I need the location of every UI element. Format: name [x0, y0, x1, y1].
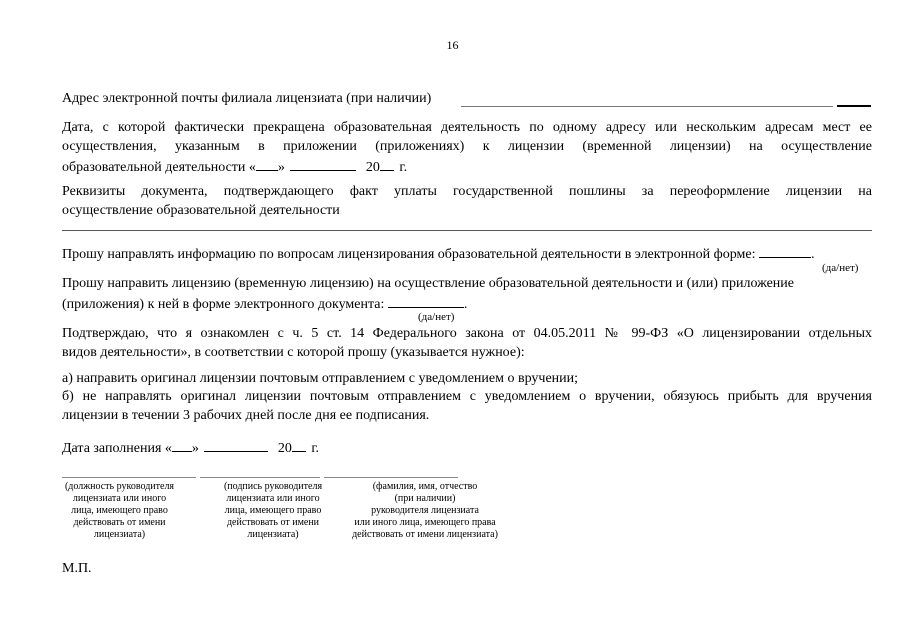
option-b-line-1: б) не направлять оригинал лицензии почтовым отправлением с уведомлением о вручении, обязуюсь прибыть для вручения — [62, 389, 872, 404]
caption-line: (должность руководителя — [64, 481, 175, 492]
page-number: 16 — [446, 38, 459, 52]
termination-year-field[interactable] — [380, 156, 394, 171]
termination-year-suffix: г. — [399, 160, 408, 175]
electronic-license-line-1: Прошу направить лицензию (временную лицензию) на осуществление образовательной деятельности и (или) приложение — [62, 276, 794, 291]
electronic-info-yes-no-field[interactable] — [759, 243, 811, 258]
position-signature-line[interactable] — [62, 477, 196, 478]
caption-line: лицензиата) — [247, 529, 299, 540]
fill-date-month-field[interactable] — [204, 437, 268, 452]
fee-line-1: Реквизиты документа, подтверждающего факт уплаты государственной пошлины за переоформление лицензии на — [62, 184, 872, 199]
electronic-license-hint: (да/нет) — [418, 311, 455, 323]
confirmation-line-1: Подтверждаю, что я ознакомлен с ч. 5 ст. 14 Федерального закона от 04.05.2011 № 99-ФЗ «О лицензировании отдельных — [62, 326, 872, 341]
electronic-info-line — [62, 243, 814, 265]
signature-caption-signature — [208, 481, 338, 541]
fill-date-day-field[interactable] — [172, 437, 192, 452]
fill-date-label: Дата заполнения « — [62, 441, 172, 456]
caption-line: руководителя лицензиата — [371, 505, 479, 516]
caption-line: (фамилия, имя, отчество — [372, 481, 478, 492]
signature-line[interactable] — [200, 477, 320, 478]
caption-line: действовать от имени — [226, 517, 320, 528]
electronic-info-hint: (да/нет) — [822, 262, 859, 274]
email-label: Адрес электронной почты филиала лицензиата (при наличии) — [62, 91, 432, 106]
caption-line: лицензиата или иного — [72, 493, 167, 504]
termination-day-field[interactable] — [256, 156, 278, 171]
fill-date-close-quote: » — [191, 441, 199, 456]
electronic-info-end: . — [810, 247, 815, 262]
fill-date-year-prefix: 20 — [277, 441, 292, 456]
caption-line: действовать от имени — [73, 517, 166, 528]
stamp-place: М.П. — [62, 561, 92, 576]
caption-line: действовать от имени лицензиата) — [352, 529, 498, 540]
termination-line-3 — [62, 156, 407, 178]
fee-details-input-line[interactable] — [62, 230, 872, 231]
termination-line-1: Дата, с которой фактически прекращена образовательная деятельность по одному адресу или нескольким адресам мест ее — [62, 120, 872, 135]
fee-line-2: осуществление образовательной деятельности — [62, 203, 340, 218]
caption-line: (подпись руководителя — [223, 481, 323, 492]
fill-date-year-field[interactable] — [292, 437, 306, 452]
option-a: а) направить оригинал лицензии почтовым отправлением с уведомлением о вручении; — [62, 371, 579, 386]
termination-close-quote: » — [277, 160, 285, 175]
electronic-license-yes-no-field[interactable] — [388, 293, 464, 308]
termination-year-prefix: 20 — [365, 160, 380, 175]
caption-line: лица, имеющего право — [224, 505, 322, 516]
signature-caption-full-name — [340, 481, 510, 541]
email-input-line[interactable] — [461, 106, 833, 107]
termination-line-2: осуществления, указанным в приложении (приложениях) к лицензии (временной лицензии) на осуществление — [62, 139, 872, 154]
termination-month-field[interactable] — [290, 156, 356, 171]
caption-line: (при наличии) — [394, 493, 456, 504]
fill-date-line — [62, 437, 319, 459]
confirmation-line-2: видов деятельности», в соответствии с которой прошу (указывается нужное): — [62, 345, 525, 360]
caption-line: лица, имеющего право — [71, 505, 168, 516]
electronic-license-line-2 — [62, 293, 467, 315]
fill-date-year-suffix: г. — [311, 441, 320, 456]
caption-line: лицензиата) — [93, 529, 146, 540]
full-name-signature-line[interactable] — [324, 477, 458, 478]
termination-text: образовательной деятельности « — [62, 160, 256, 175]
electronic-license-end: . — [463, 297, 468, 312]
caption-line: лицензиата или иного — [226, 493, 320, 504]
signature-caption-position — [52, 481, 187, 541]
email-input-line-end — [837, 105, 871, 107]
option-b-line-2: лицензии в течении 3 рабочих дней после дня ее подписания. — [62, 408, 430, 423]
caption-line: или иного лица, имеющего права — [354, 517, 496, 528]
electronic-license-text: (приложения) к ней в форме электронного документа: — [62, 297, 385, 312]
electronic-info-text: Прошу направлять информацию по вопросам лицензирования образовательной деятельности в электронной форме: — [62, 247, 756, 262]
